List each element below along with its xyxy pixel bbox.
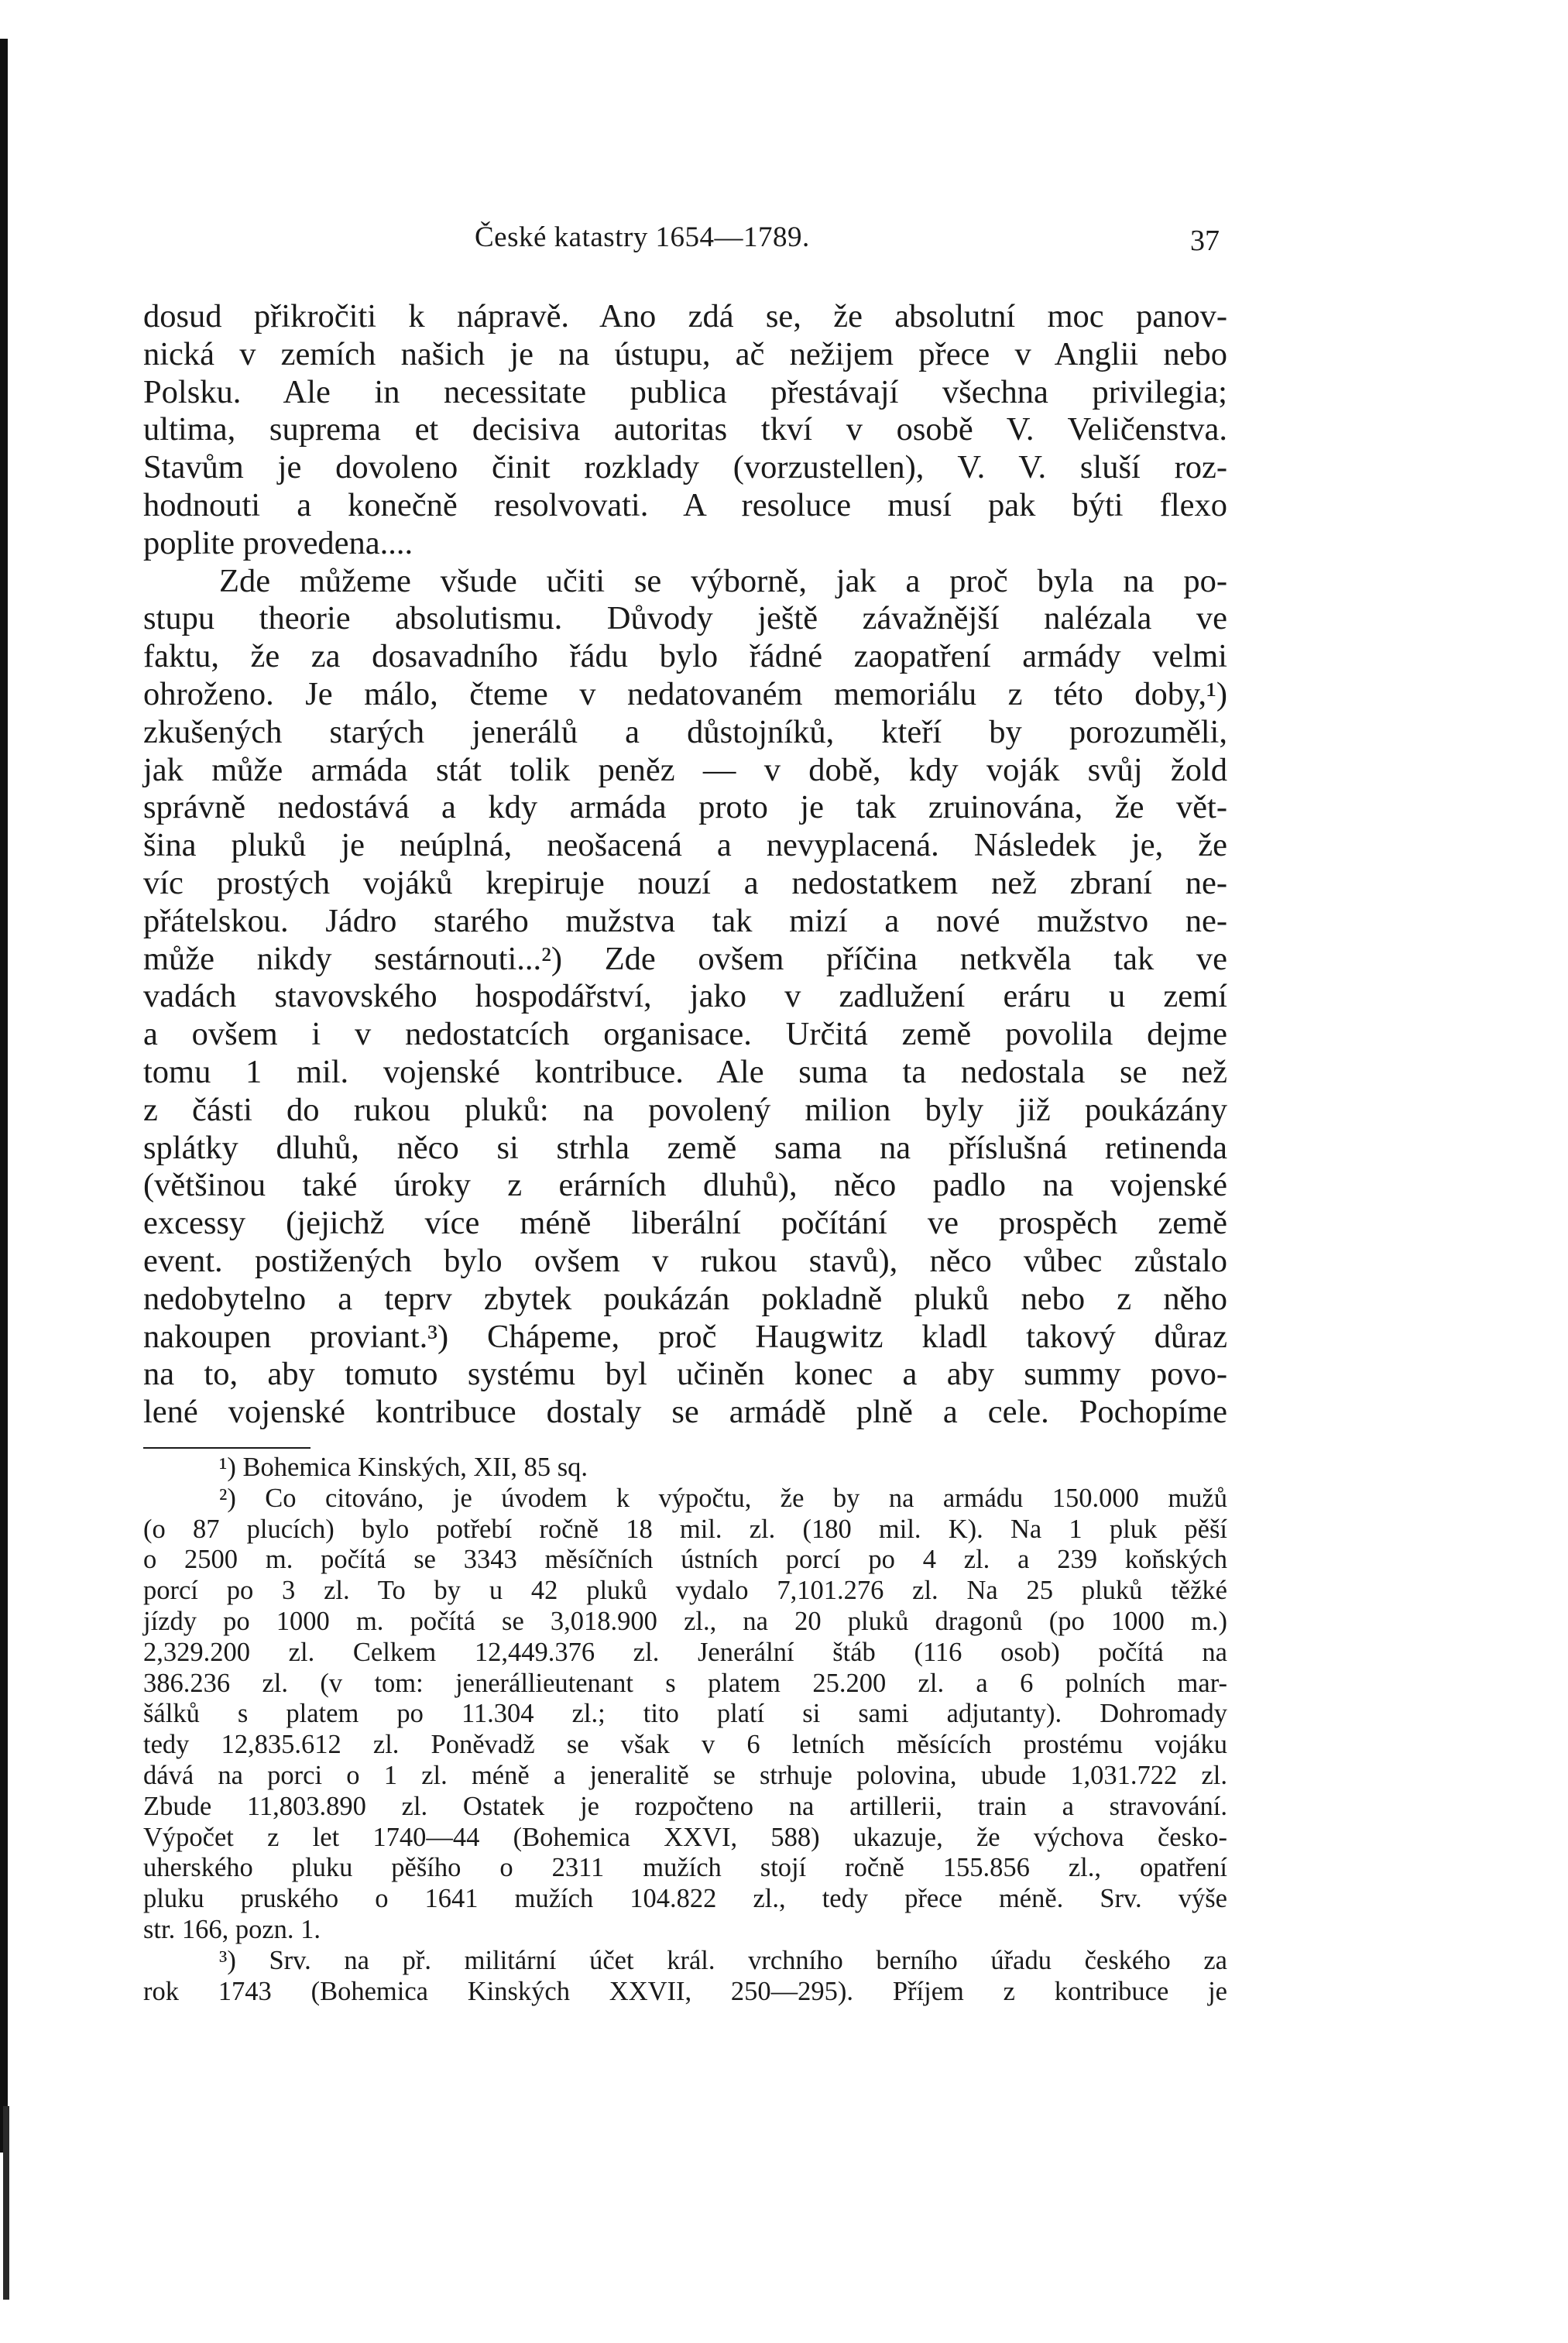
footnote-line: porcí po 3 zl. To by u 42 pluků vydalo 7,101.276 zl. Na 25 pluků těžké — [143, 1576, 1227, 1606]
body-line: Stavům je dovoleno činit rozklady (vorzustellen), V. V. sluší roz- — [143, 449, 1227, 486]
body-line: a ovšem i v nedostatcích organisace. Určitá země povolila dejme — [143, 1016, 1227, 1053]
footnote-line: tedy 12,835.612 zl. Poněvadž se však v 6 letních měsících prostému vojáku — [143, 1730, 1227, 1760]
footnote-line: Zbude 11,803.890 zl. Ostatek je rozpočteno na artillerii, train a stravování. — [143, 1791, 1227, 1821]
body-line: excessy (jejichž více méně liberální počítání ve prospěch země — [143, 1205, 1227, 1242]
body-line: jak může armáda stát tolik peněz — v době, kdy voják svůj žold — [143, 751, 1227, 788]
body-line-paragraph-start: Zde můžeme všude učiti se výborně, jak a proč byla na po- — [219, 562, 1227, 599]
footnote-line: dává na porci o 1 zl. méně a jeneralitě se strhuje polovina, ubude 1,031.722 zl. — [143, 1760, 1227, 1790]
footnote-3: ³) Srv. na př. militární účet král. vrchního berního úřadu českého za — [219, 1945, 1227, 1975]
body-line: hodnouti a konečně resolvovati. A resoluce musí pak býti flexo — [143, 486, 1227, 523]
footnote-line: uherského pluku pěšího o 2311 mužích stojí ročně 155.856 zl., opatření — [143, 1853, 1227, 1883]
body-line: event. postižených bylo ovšem v rukou stavů), něco vůbec zůstalo — [143, 1242, 1227, 1279]
footnote-separator — [143, 1447, 311, 1449]
body-line: nická v zemích našich je na ústupu, ač nežijem přece v Anglii nebo — [143, 335, 1227, 372]
footnote-line: šálků s platem po 11.304 zl.; tito platí si sami adjutanty). Dohromady — [143, 1699, 1227, 1729]
body-line: nedobytelno a teprv zbytek poukázán pokladně pluků nebo z něho — [143, 1280, 1227, 1317]
footnote-1: ¹) Bohemica Kinských, XII, 85 sq. — [219, 1453, 588, 1482]
scan-binding-edge — [0, 39, 8, 2153]
footnote-2: ²) Co citováno, je úvodem k výpočtu, že by na armádu 150.000 mužů — [219, 1483, 1227, 1513]
footnote-line: jízdy po 1000 m. počítá se 3,018.900 zl., na 20 pluků dragonů (po 1000 m.) — [143, 1606, 1227, 1636]
running-title: České katastry 1654—1789. — [475, 221, 810, 253]
footnote-line: o 2500 m. počítá se 3343 měsíčních ústních porcí po 4 zl. a 239 koňských — [143, 1545, 1227, 1575]
footnote-line: Výpočet z let 1740—44 (Bohemica XXVI, 588) ukazuje, že výchova česko- — [143, 1822, 1227, 1852]
body-line: na to, aby tomuto systému byl učiněn konec a aby summy povo- — [143, 1356, 1227, 1393]
body-line: šina pluků je neúplná, neošacená a nevyplacená. Následek je, že — [143, 827, 1227, 864]
body-line: stupu theorie absolutismu. Důvody ještě závažnější nalézala ve — [143, 600, 1227, 637]
body-line: správně nedostává a kdy armáda proto je tak zruinována, že vět- — [143, 789, 1227, 826]
footnote-line: rok 1743 (Bohemica Kinských XXVII, 250—295). Příjem z kontribuce je — [143, 1976, 1227, 2006]
body-line: vadách stavovského hospodářství, jako v zadlužení eráru u zemí — [143, 978, 1227, 1015]
body-line: z části do rukou pluků: na povolený milion byly již poukázány — [143, 1091, 1227, 1128]
body-line: (většinou také úroky z erárních dluhů), něco padlo na vojenské — [143, 1167, 1227, 1204]
footnote-line: 386.236 zl. (v tom: jenerállieutenant s platem 25.200 zl. a 6 polních mar- — [143, 1668, 1227, 1698]
body-line: tomu 1 mil. vojenské kontribuce. Ale suma ta nedostala se než — [143, 1053, 1227, 1090]
page-number: 37 — [1190, 225, 1220, 257]
body-line: dosud přikročiti k nápravě. Ano zdá se, že absolutní moc panov- — [143, 298, 1227, 334]
body-line: ohroženo. Je málo, čteme v nedatovaném memoriálu z této doby,¹) — [143, 675, 1227, 712]
body-line: může nikdy sestárnouti...²) Zde ovšem příčina netkvěla tak ve — [143, 940, 1227, 977]
scan-binding-edge-lower — [3, 2106, 9, 2300]
footnotes — [143, 1453, 1227, 2007]
body-line: nakoupen proviant.³) Chápeme, proč Haugwitz kladl takový důraz — [143, 1318, 1227, 1355]
footnote-line: pluku pruského o 1641 mužích 104.822 zl., tedy přece méně. Srv. výše — [143, 1884, 1227, 1914]
body-line: Polsku. Ale in necessitate publica přestávají všechna privilegia; — [143, 373, 1227, 410]
footnote-line: (o 87 plucích) bylo potřebí ročně 18 mil. zl. (180 mil. K). Na 1 pluk pěší — [143, 1514, 1227, 1544]
body-line: přátelskou. Jádro starého mužstva tak mizí a nové mužstvo ne- — [143, 902, 1227, 939]
body-line: ultima, suprema et decisiva autoritas tkví v osobě V. Veličenstva. — [143, 411, 1227, 448]
body-line: zkušených starých jenerálů a důstojníků, kteří by porozuměli, — [143, 713, 1227, 750]
body-line: faktu, že za dosavadního řádu bylo řádné zaopatření armády velmi — [143, 638, 1227, 675]
running-head — [0, 221, 1568, 267]
body-line: víc prostých vojáků krepiruje nouzí a nedostatkem než zbraní ne- — [143, 864, 1227, 901]
footnote-line: 2,329.200 zl. Celkem 12,449.376 zl. Jenerální štáb (116 osob) počítá na — [143, 1637, 1227, 1667]
footnote-line: str. 166, pozn. 1. — [143, 1914, 321, 1944]
body-line: poplite provedena.... — [143, 524, 413, 561]
body-line: splátky dluhů, něco si strhla země sama na příslušná retinenda — [143, 1129, 1227, 1166]
body-text — [143, 298, 1227, 1432]
body-line: lené vojenské kontribuce dostaly se armádě plně a cele. Pochopíme — [143, 1394, 1227, 1431]
